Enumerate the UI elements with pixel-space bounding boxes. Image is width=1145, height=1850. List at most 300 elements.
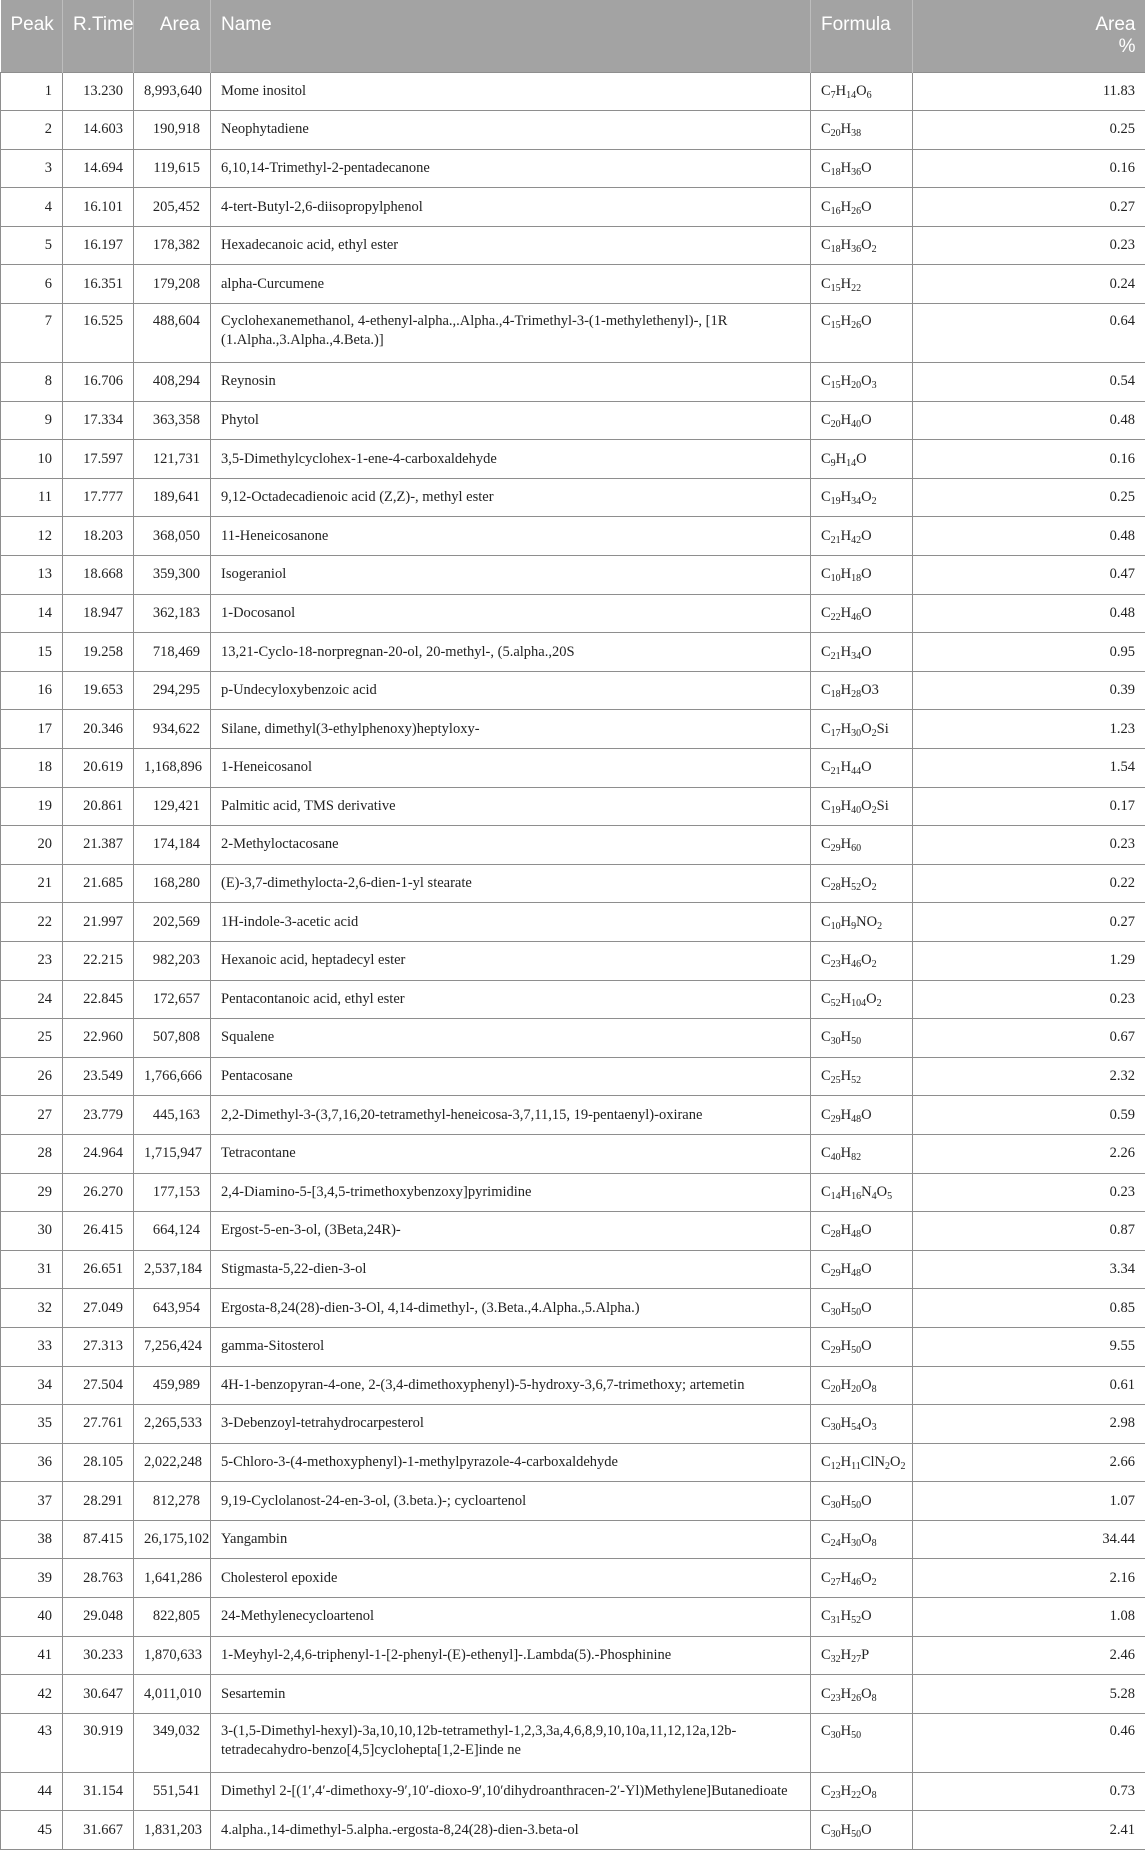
table-row bbox=[1, 1713, 1145, 1772]
cell-name: Squalene bbox=[211, 1019, 811, 1058]
cell-formula: $C_{29}H_{48}O$ bbox=[811, 1096, 913, 1135]
cell-formula: $C_{19}H_{40}O_2Si$ bbox=[811, 787, 913, 826]
cell-formula: $C_{21}H_{44}O$ bbox=[811, 749, 913, 788]
cell-area-pct: 11.83 bbox=[913, 72, 1145, 111]
table-row bbox=[1, 671, 1145, 710]
cell-formula: $C_{15}H_{22}$ bbox=[811, 265, 913, 304]
cell-area: 1,715,947 bbox=[134, 1134, 211, 1173]
cell-area: 812,278 bbox=[134, 1482, 211, 1521]
table-row bbox=[1, 633, 1145, 672]
cell-name: (E)-3,7-dimethylocta-2,6-dien-1-yl stearate bbox=[211, 864, 811, 903]
cell-peak: 7 bbox=[1, 304, 63, 363]
cell-formula: $C_{12}H_{11}ClN_2O_2$ bbox=[811, 1443, 913, 1482]
cell-name: 1-Heneicosanol bbox=[211, 749, 811, 788]
cell-area: 119,615 bbox=[134, 149, 211, 188]
table-row bbox=[1, 478, 1145, 517]
cell-formula: $C_{23}H_{46}O_2$ bbox=[811, 941, 913, 980]
cell-area: 26,175,102 bbox=[134, 1520, 211, 1559]
cell-formula: $C_{30}H_{50}$ bbox=[811, 1019, 913, 1058]
header-area: Area bbox=[134, 0, 211, 72]
cell-area-pct: 0.25 bbox=[913, 478, 1145, 517]
cell-peak: 27 bbox=[1, 1096, 63, 1135]
cell-rtime: 26.270 bbox=[63, 1173, 134, 1212]
cell-formula: $C_9H_{14}O$ bbox=[811, 440, 913, 479]
table-row bbox=[1, 903, 1145, 942]
cell-area-pct: 1.23 bbox=[913, 710, 1145, 749]
cell-area: 189,641 bbox=[134, 478, 211, 517]
cell-peak: 9 bbox=[1, 401, 63, 440]
table-row bbox=[1, 1772, 1145, 1811]
cell-name: Dimethyl 2-[(1′,4′-dimethoxy-9′,10′-dioxo-9′,10′dihydroanthracen-2′-Yl)Methylene]Butanedioate bbox=[211, 1772, 811, 1811]
cell-area: 8,993,640 bbox=[134, 72, 211, 111]
cell-area: 408,294 bbox=[134, 363, 211, 402]
cell-area-pct: 0.23 bbox=[913, 980, 1145, 1019]
cell-peak: 18 bbox=[1, 749, 63, 788]
table-row bbox=[1, 941, 1145, 980]
cell-name: 2,2-Dimethyl-3-(3,7,16,20-tetramethyl-heneicosa-3,7,11,15, 19-pentaenyl)-oxirane bbox=[211, 1096, 811, 1135]
cell-peak: 44 bbox=[1, 1772, 63, 1811]
cell-peak: 24 bbox=[1, 980, 63, 1019]
cell-rtime: 31.667 bbox=[63, 1811, 134, 1850]
cell-area-pct: 0.16 bbox=[913, 440, 1145, 479]
cell-name: alpha-Curcumene bbox=[211, 265, 811, 304]
table-row bbox=[1, 440, 1145, 479]
cell-area-pct: 2.32 bbox=[913, 1057, 1145, 1096]
table-row bbox=[1, 1559, 1145, 1598]
cell-peak: 25 bbox=[1, 1019, 63, 1058]
cell-formula: $C_{15}H_{26}O$ bbox=[811, 304, 913, 363]
cell-rtime: 16.525 bbox=[63, 304, 134, 363]
cell-formula: $C_{15}H_{20}O_3$ bbox=[811, 363, 913, 402]
cell-name: Phytol bbox=[211, 401, 811, 440]
table-row bbox=[1, 1134, 1145, 1173]
cell-peak: 39 bbox=[1, 1559, 63, 1598]
table-row bbox=[1, 72, 1145, 111]
cell-area-pct: 2.16 bbox=[913, 1559, 1145, 1598]
cell-area-pct: 9.55 bbox=[913, 1327, 1145, 1366]
cell-area-pct: 0.95 bbox=[913, 633, 1145, 672]
cell-peak: 17 bbox=[1, 710, 63, 749]
table-row bbox=[1, 749, 1145, 788]
cell-rtime: 27.313 bbox=[63, 1327, 134, 1366]
cell-peak: 45 bbox=[1, 1811, 63, 1850]
cell-rtime: 24.964 bbox=[63, 1134, 134, 1173]
cell-area: 459,989 bbox=[134, 1366, 211, 1405]
cell-name: 11-Heneicosanone bbox=[211, 517, 811, 556]
cell-area-pct: 0.48 bbox=[913, 517, 1145, 556]
cell-peak: 40 bbox=[1, 1598, 63, 1637]
cell-name: Pentacontanoic acid, ethyl ester bbox=[211, 980, 811, 1019]
cell-peak: 34 bbox=[1, 1366, 63, 1405]
cell-formula: $C_{29}H_{50}O$ bbox=[811, 1327, 913, 1366]
cell-formula: $C_7H_{14}O_6$ bbox=[811, 72, 913, 111]
cell-area: 507,808 bbox=[134, 1019, 211, 1058]
cell-area-pct: 1.08 bbox=[913, 1598, 1145, 1637]
cell-formula: $C_{31}H_{52}O$ bbox=[811, 1598, 913, 1637]
table-row bbox=[1, 1096, 1145, 1135]
cell-peak: 43 bbox=[1, 1713, 63, 1772]
cell-rtime: 17.334 bbox=[63, 401, 134, 440]
table-row bbox=[1, 1327, 1145, 1366]
table-row bbox=[1, 1598, 1145, 1637]
cell-name: Yangambin bbox=[211, 1520, 811, 1559]
cell-peak: 30 bbox=[1, 1212, 63, 1251]
cell-peak: 15 bbox=[1, 633, 63, 672]
cell-area: 2,022,248 bbox=[134, 1443, 211, 1482]
cell-area: 202,569 bbox=[134, 903, 211, 942]
cell-formula: $C_{27}H_{46}O_2$ bbox=[811, 1559, 913, 1598]
cell-name: Palmitic acid, TMS derivative bbox=[211, 787, 811, 826]
table-row bbox=[1, 304, 1145, 363]
cell-rtime: 23.549 bbox=[63, 1057, 134, 1096]
header-rtime: R.Time bbox=[63, 0, 134, 72]
cell-formula: $C_{19}H_{34}O_2$ bbox=[811, 478, 913, 517]
header-row bbox=[1, 0, 1145, 72]
cell-formula: $C_{32}H_{27}P$ bbox=[811, 1636, 913, 1675]
cell-formula: $C_{10}H_9NO_2$ bbox=[811, 903, 913, 942]
cell-formula: $C_{16}H_{26}O$ bbox=[811, 188, 913, 227]
cell-rtime: 16.101 bbox=[63, 188, 134, 227]
cell-rtime: 23.779 bbox=[63, 1096, 134, 1135]
cell-name: p-Undecyloxybenzoic acid bbox=[211, 671, 811, 710]
cell-area: 368,050 bbox=[134, 517, 211, 556]
cell-name: 2-Methyloctacosane bbox=[211, 826, 811, 865]
cell-area: 488,604 bbox=[134, 304, 211, 363]
cell-area: 168,280 bbox=[134, 864, 211, 903]
cell-name: Isogeraniol bbox=[211, 556, 811, 595]
cell-name: Silane, dimethyl(3-ethylphenoxy)heptyloxy- bbox=[211, 710, 811, 749]
header-formula: Formula bbox=[811, 0, 913, 72]
cell-formula: $C_{17}H_{30}O_2Si$ bbox=[811, 710, 913, 749]
cell-area-pct: 0.48 bbox=[913, 401, 1145, 440]
cell-name: Hexadecanoic acid, ethyl ester bbox=[211, 226, 811, 265]
cell-rtime: 13.230 bbox=[63, 72, 134, 111]
cell-rtime: 27.761 bbox=[63, 1405, 134, 1444]
cell-area-pct: 5.28 bbox=[913, 1675, 1145, 1714]
cell-area-pct: 0.25 bbox=[913, 111, 1145, 150]
cell-formula: $C_{21}H_{42}O$ bbox=[811, 517, 913, 556]
cell-name: 3-Debenzoyl-tetrahydrocarpesterol bbox=[211, 1405, 811, 1444]
cell-rtime: 30.919 bbox=[63, 1713, 134, 1772]
cell-name: Tetracontane bbox=[211, 1134, 811, 1173]
cell-area-pct: 0.64 bbox=[913, 304, 1145, 363]
cell-peak: 42 bbox=[1, 1675, 63, 1714]
cell-area-pct: 2.98 bbox=[913, 1405, 1145, 1444]
cell-area: 822,805 bbox=[134, 1598, 211, 1637]
cell-area: 362,183 bbox=[134, 594, 211, 633]
table-row bbox=[1, 401, 1145, 440]
cell-name: Cholesterol epoxide bbox=[211, 1559, 811, 1598]
table-row bbox=[1, 1405, 1145, 1444]
cell-area: 205,452 bbox=[134, 188, 211, 227]
cell-area: 179,208 bbox=[134, 265, 211, 304]
cell-formula: $C_{10}H_{18}O$ bbox=[811, 556, 913, 595]
table-row bbox=[1, 1057, 1145, 1096]
cell-area-pct: 0.23 bbox=[913, 826, 1145, 865]
cell-area: 4,011,010 bbox=[134, 1675, 211, 1714]
cell-peak: 12 bbox=[1, 517, 63, 556]
cell-formula: $C_{25}H_{52}$ bbox=[811, 1057, 913, 1096]
cell-name: 24-Methylenecycloartenol bbox=[211, 1598, 811, 1637]
cell-area: 178,382 bbox=[134, 226, 211, 265]
cell-rtime: 14.603 bbox=[63, 111, 134, 150]
cell-formula: $C_{52}H_{104}O_2$ bbox=[811, 980, 913, 1019]
cell-peak: 2 bbox=[1, 111, 63, 150]
table-body bbox=[1, 72, 1145, 1850]
cell-rtime: 21.387 bbox=[63, 826, 134, 865]
cell-formula: $C_{20}H_{38}$ bbox=[811, 111, 913, 150]
table-header bbox=[1, 0, 1145, 72]
cell-area: 190,918 bbox=[134, 111, 211, 150]
table-row bbox=[1, 1520, 1145, 1559]
cell-rtime: 27.049 bbox=[63, 1289, 134, 1328]
cell-area: 172,657 bbox=[134, 980, 211, 1019]
cell-area-pct: 2.26 bbox=[913, 1134, 1145, 1173]
cell-area: 982,203 bbox=[134, 941, 211, 980]
cell-name: 1-Docosanol bbox=[211, 594, 811, 633]
cell-area: 934,622 bbox=[134, 710, 211, 749]
cell-area-pct: 1.29 bbox=[913, 941, 1145, 980]
cell-peak: 31 bbox=[1, 1250, 63, 1289]
cell-name: Mome inositol bbox=[211, 72, 811, 111]
table-row bbox=[1, 710, 1145, 749]
cell-area-pct: 2.46 bbox=[913, 1636, 1145, 1675]
cell-area: 363,358 bbox=[134, 401, 211, 440]
cell-rtime: 19.653 bbox=[63, 671, 134, 710]
cell-area: 1,831,203 bbox=[134, 1811, 211, 1850]
cell-area-pct: 0.46 bbox=[913, 1713, 1145, 1772]
cell-name: 1H-indole-3-acetic acid bbox=[211, 903, 811, 942]
cell-peak: 26 bbox=[1, 1057, 63, 1096]
cell-name: Neophytadiene bbox=[211, 111, 811, 150]
header-peak: Peak bbox=[1, 0, 63, 72]
cell-name: Hexanoic acid, heptadecyl ester bbox=[211, 941, 811, 980]
cell-formula: $C_{18}H_{36}O$ bbox=[811, 149, 913, 188]
cell-peak: 29 bbox=[1, 1173, 63, 1212]
cell-peak: 1 bbox=[1, 72, 63, 111]
cell-rtime: 22.845 bbox=[63, 980, 134, 1019]
cell-formula: $C_{18}H_{36}O_2$ bbox=[811, 226, 913, 265]
cell-area: 1,168,896 bbox=[134, 749, 211, 788]
cell-name: Ergosta-8,24(28)-dien-3-Ol, 4,14-dimethyl-, (3.Beta.,4.Alpha.,5.Alpha.) bbox=[211, 1289, 811, 1328]
cell-rtime: 16.351 bbox=[63, 265, 134, 304]
cell-area-pct: 0.22 bbox=[913, 864, 1145, 903]
cell-peak: 19 bbox=[1, 787, 63, 826]
cell-area: 1,641,286 bbox=[134, 1559, 211, 1598]
cell-area-pct: 0.27 bbox=[913, 903, 1145, 942]
header-area-pct-label: Area % bbox=[1095, 14, 1135, 57]
cell-area-pct: 0.67 bbox=[913, 1019, 1145, 1058]
cell-peak: 14 bbox=[1, 594, 63, 633]
cell-name: 9,12-Octadecadienoic acid (Z,Z)-, methyl ester bbox=[211, 478, 811, 517]
cell-area: 1,766,666 bbox=[134, 1057, 211, 1096]
cell-peak: 21 bbox=[1, 864, 63, 903]
table-row bbox=[1, 1675, 1145, 1714]
cell-area: 174,184 bbox=[134, 826, 211, 865]
cell-area: 718,469 bbox=[134, 633, 211, 672]
table-row bbox=[1, 1366, 1145, 1405]
cell-rtime: 27.504 bbox=[63, 1366, 134, 1405]
cell-area-pct: 0.59 bbox=[913, 1096, 1145, 1135]
cell-rtime: 87.415 bbox=[63, 1520, 134, 1559]
cell-name: 3,5-Dimethylcyclohex-1-ene-4-carboxaldehyde bbox=[211, 440, 811, 479]
table-row bbox=[1, 517, 1145, 556]
cell-peak: 37 bbox=[1, 1482, 63, 1521]
cell-peak: 16 bbox=[1, 671, 63, 710]
cell-name: 4.alpha.,14-dimethyl-5.alpha.-ergosta-8,24(28)-dien-3.beta-ol bbox=[211, 1811, 811, 1850]
cell-rtime: 16.197 bbox=[63, 226, 134, 265]
cell-formula: $C_{21}H_{34}O$ bbox=[811, 633, 913, 672]
cell-rtime: 29.048 bbox=[63, 1598, 134, 1637]
cell-formula: $C_{28}H_{52}O_2$ bbox=[811, 864, 913, 903]
cell-peak: 8 bbox=[1, 363, 63, 402]
table-row bbox=[1, 1212, 1145, 1251]
cell-area-pct: 0.61 bbox=[913, 1366, 1145, 1405]
cell-area: 1,870,633 bbox=[134, 1636, 211, 1675]
cell-area-pct: 0.85 bbox=[913, 1289, 1145, 1328]
cell-area-pct: 0.17 bbox=[913, 787, 1145, 826]
cell-rtime: 26.415 bbox=[63, 1212, 134, 1251]
cell-rtime: 22.215 bbox=[63, 941, 134, 980]
cell-name: 1-Meyhyl-2,4,6-triphenyl-1-[2-phenyl-(E)-ethenyl]-.Lambda(5).-Phosphinine bbox=[211, 1636, 811, 1675]
table-row bbox=[1, 1250, 1145, 1289]
cell-area-pct: 0.24 bbox=[913, 265, 1145, 304]
cell-rtime: 26.651 bbox=[63, 1250, 134, 1289]
table-row bbox=[1, 1173, 1145, 1212]
cell-rtime: 21.997 bbox=[63, 903, 134, 942]
cell-peak: 10 bbox=[1, 440, 63, 479]
cell-name: 3-(1,5-Dimethyl-hexyl)-3a,10,10,12b-tetramethyl-1,2,3,3a,4,6,8,9,10,10a,11,12,12a,12b-tetradecahydro-benzo[4,5]cyclohepta[1,2-E]inde ne bbox=[211, 1713, 811, 1772]
cell-area-pct: 0.27 bbox=[913, 188, 1145, 227]
table-row bbox=[1, 594, 1145, 633]
cell-peak: 20 bbox=[1, 826, 63, 865]
cell-name: 9,19-Cyclolanost-24-en-3-ol, (3.beta.)-; cycloartenol bbox=[211, 1482, 811, 1521]
table-row bbox=[1, 265, 1145, 304]
cell-formula: $C_{40}H_{82}$ bbox=[811, 1134, 913, 1173]
cell-area: 129,421 bbox=[134, 787, 211, 826]
cell-rtime: 31.154 bbox=[63, 1772, 134, 1811]
cell-peak: 22 bbox=[1, 903, 63, 942]
table-row bbox=[1, 226, 1145, 265]
cell-name: 13,21-Cyclo-18-norpregnan-20-ol, 20-methyl-, (5.alpha.,20S bbox=[211, 633, 811, 672]
cell-peak: 28 bbox=[1, 1134, 63, 1173]
cell-rtime: 22.960 bbox=[63, 1019, 134, 1058]
cell-name: 4H-1-benzopyran-4-one, 2-(3,4-dimethoxyphenyl)-5-hydroxy-3,6,7-trimethoxy; artemetin bbox=[211, 1366, 811, 1405]
cell-peak: 23 bbox=[1, 941, 63, 980]
cell-peak: 32 bbox=[1, 1289, 63, 1328]
cell-area: 445,163 bbox=[134, 1096, 211, 1135]
cell-name: Stigmasta-5,22-dien-3-ol bbox=[211, 1250, 811, 1289]
table-row bbox=[1, 1636, 1145, 1675]
cell-rtime: 18.947 bbox=[63, 594, 134, 633]
cell-peak: 33 bbox=[1, 1327, 63, 1366]
cell-area-pct: 0.47 bbox=[913, 556, 1145, 595]
cell-formula: $C_{30}H_{54}O_3$ bbox=[811, 1405, 913, 1444]
cell-area-pct: 1.54 bbox=[913, 749, 1145, 788]
cell-formula: $C_{30}H_{50}O$ bbox=[811, 1289, 913, 1328]
cell-name: Reynosin bbox=[211, 363, 811, 402]
cell-rtime: 17.777 bbox=[63, 478, 134, 517]
cell-peak: 41 bbox=[1, 1636, 63, 1675]
cell-name: Pentacosane bbox=[211, 1057, 811, 1096]
table-row bbox=[1, 556, 1145, 595]
cell-formula: $C_{24}H_{30}O_8$ bbox=[811, 1520, 913, 1559]
cell-area-pct: 1.07 bbox=[913, 1482, 1145, 1521]
cell-name: 2,4-Diamino-5-[3,4,5-trimethoxybenzoxy]pyrimidine bbox=[211, 1173, 811, 1212]
table-row bbox=[1, 1482, 1145, 1521]
cell-rtime: 28.291 bbox=[63, 1482, 134, 1521]
cell-rtime: 19.258 bbox=[63, 633, 134, 672]
cell-peak: 3 bbox=[1, 149, 63, 188]
cell-area-pct: 0.48 bbox=[913, 594, 1145, 633]
cell-rtime: 16.706 bbox=[63, 363, 134, 402]
cell-area-pct: 0.23 bbox=[913, 1173, 1145, 1212]
cell-rtime: 20.346 bbox=[63, 710, 134, 749]
table-row bbox=[1, 826, 1145, 865]
cell-peak: 5 bbox=[1, 226, 63, 265]
cell-area: 294,295 bbox=[134, 671, 211, 710]
cell-area: 177,153 bbox=[134, 1173, 211, 1212]
cell-area: 349,032 bbox=[134, 1713, 211, 1772]
table-row bbox=[1, 1289, 1145, 1328]
table-row bbox=[1, 188, 1145, 227]
cell-name: gamma-Sitosterol bbox=[211, 1327, 811, 1366]
cell-formula: $C_{20}H_{40}O$ bbox=[811, 401, 913, 440]
table-row bbox=[1, 787, 1145, 826]
cell-area-pct: 0.23 bbox=[913, 226, 1145, 265]
table-row bbox=[1, 1443, 1145, 1482]
cell-area-pct: 3.34 bbox=[913, 1250, 1145, 1289]
cell-area-pct: 0.16 bbox=[913, 149, 1145, 188]
cell-rtime: 18.203 bbox=[63, 517, 134, 556]
table-row bbox=[1, 111, 1145, 150]
cell-peak: 13 bbox=[1, 556, 63, 595]
table-row bbox=[1, 1811, 1145, 1850]
table-row bbox=[1, 864, 1145, 903]
cell-formula: $C_{22}H_{46}O$ bbox=[811, 594, 913, 633]
cell-area: 7,256,424 bbox=[134, 1327, 211, 1366]
cell-area-pct: 0.73 bbox=[913, 1772, 1145, 1811]
table-row bbox=[1, 149, 1145, 188]
cell-formula: $C_{30}H_{50}O$ bbox=[811, 1811, 913, 1850]
header-area-pct bbox=[913, 0, 1145, 72]
cell-rtime: 20.619 bbox=[63, 749, 134, 788]
cell-area-pct: 0.54 bbox=[913, 363, 1145, 402]
cell-rtime: 20.861 bbox=[63, 787, 134, 826]
cell-area: 2,537,184 bbox=[134, 1250, 211, 1289]
cell-formula: $C_{29}H_{48}O$ bbox=[811, 1250, 913, 1289]
cell-area-pct: 2.66 bbox=[913, 1443, 1145, 1482]
cell-area: 121,731 bbox=[134, 440, 211, 479]
cell-formula: $C_{30}H_{50}O$ bbox=[811, 1482, 913, 1521]
cell-area-pct: 0.87 bbox=[913, 1212, 1145, 1251]
cell-formula: $C_{23}H_{26}O_8$ bbox=[811, 1675, 913, 1714]
table-row bbox=[1, 980, 1145, 1019]
cell-name: 6,10,14-Trimethyl-2-pentadecanone bbox=[211, 149, 811, 188]
cell-peak: 36 bbox=[1, 1443, 63, 1482]
cell-rtime: 21.685 bbox=[63, 864, 134, 903]
cell-rtime: 28.763 bbox=[63, 1559, 134, 1598]
cell-rtime: 28.105 bbox=[63, 1443, 134, 1482]
cell-formula: $C_{18}H_{28}O3$ bbox=[811, 671, 913, 710]
cell-formula: $C_{20}H_{20}O_8$ bbox=[811, 1366, 913, 1405]
table-row bbox=[1, 1019, 1145, 1058]
cell-rtime: 30.647 bbox=[63, 1675, 134, 1714]
cell-name: Sesartemin bbox=[211, 1675, 811, 1714]
cell-formula: $C_{14}H_{16}N_4O_5$ bbox=[811, 1173, 913, 1212]
cell-peak: 38 bbox=[1, 1520, 63, 1559]
cell-area: 359,300 bbox=[134, 556, 211, 595]
